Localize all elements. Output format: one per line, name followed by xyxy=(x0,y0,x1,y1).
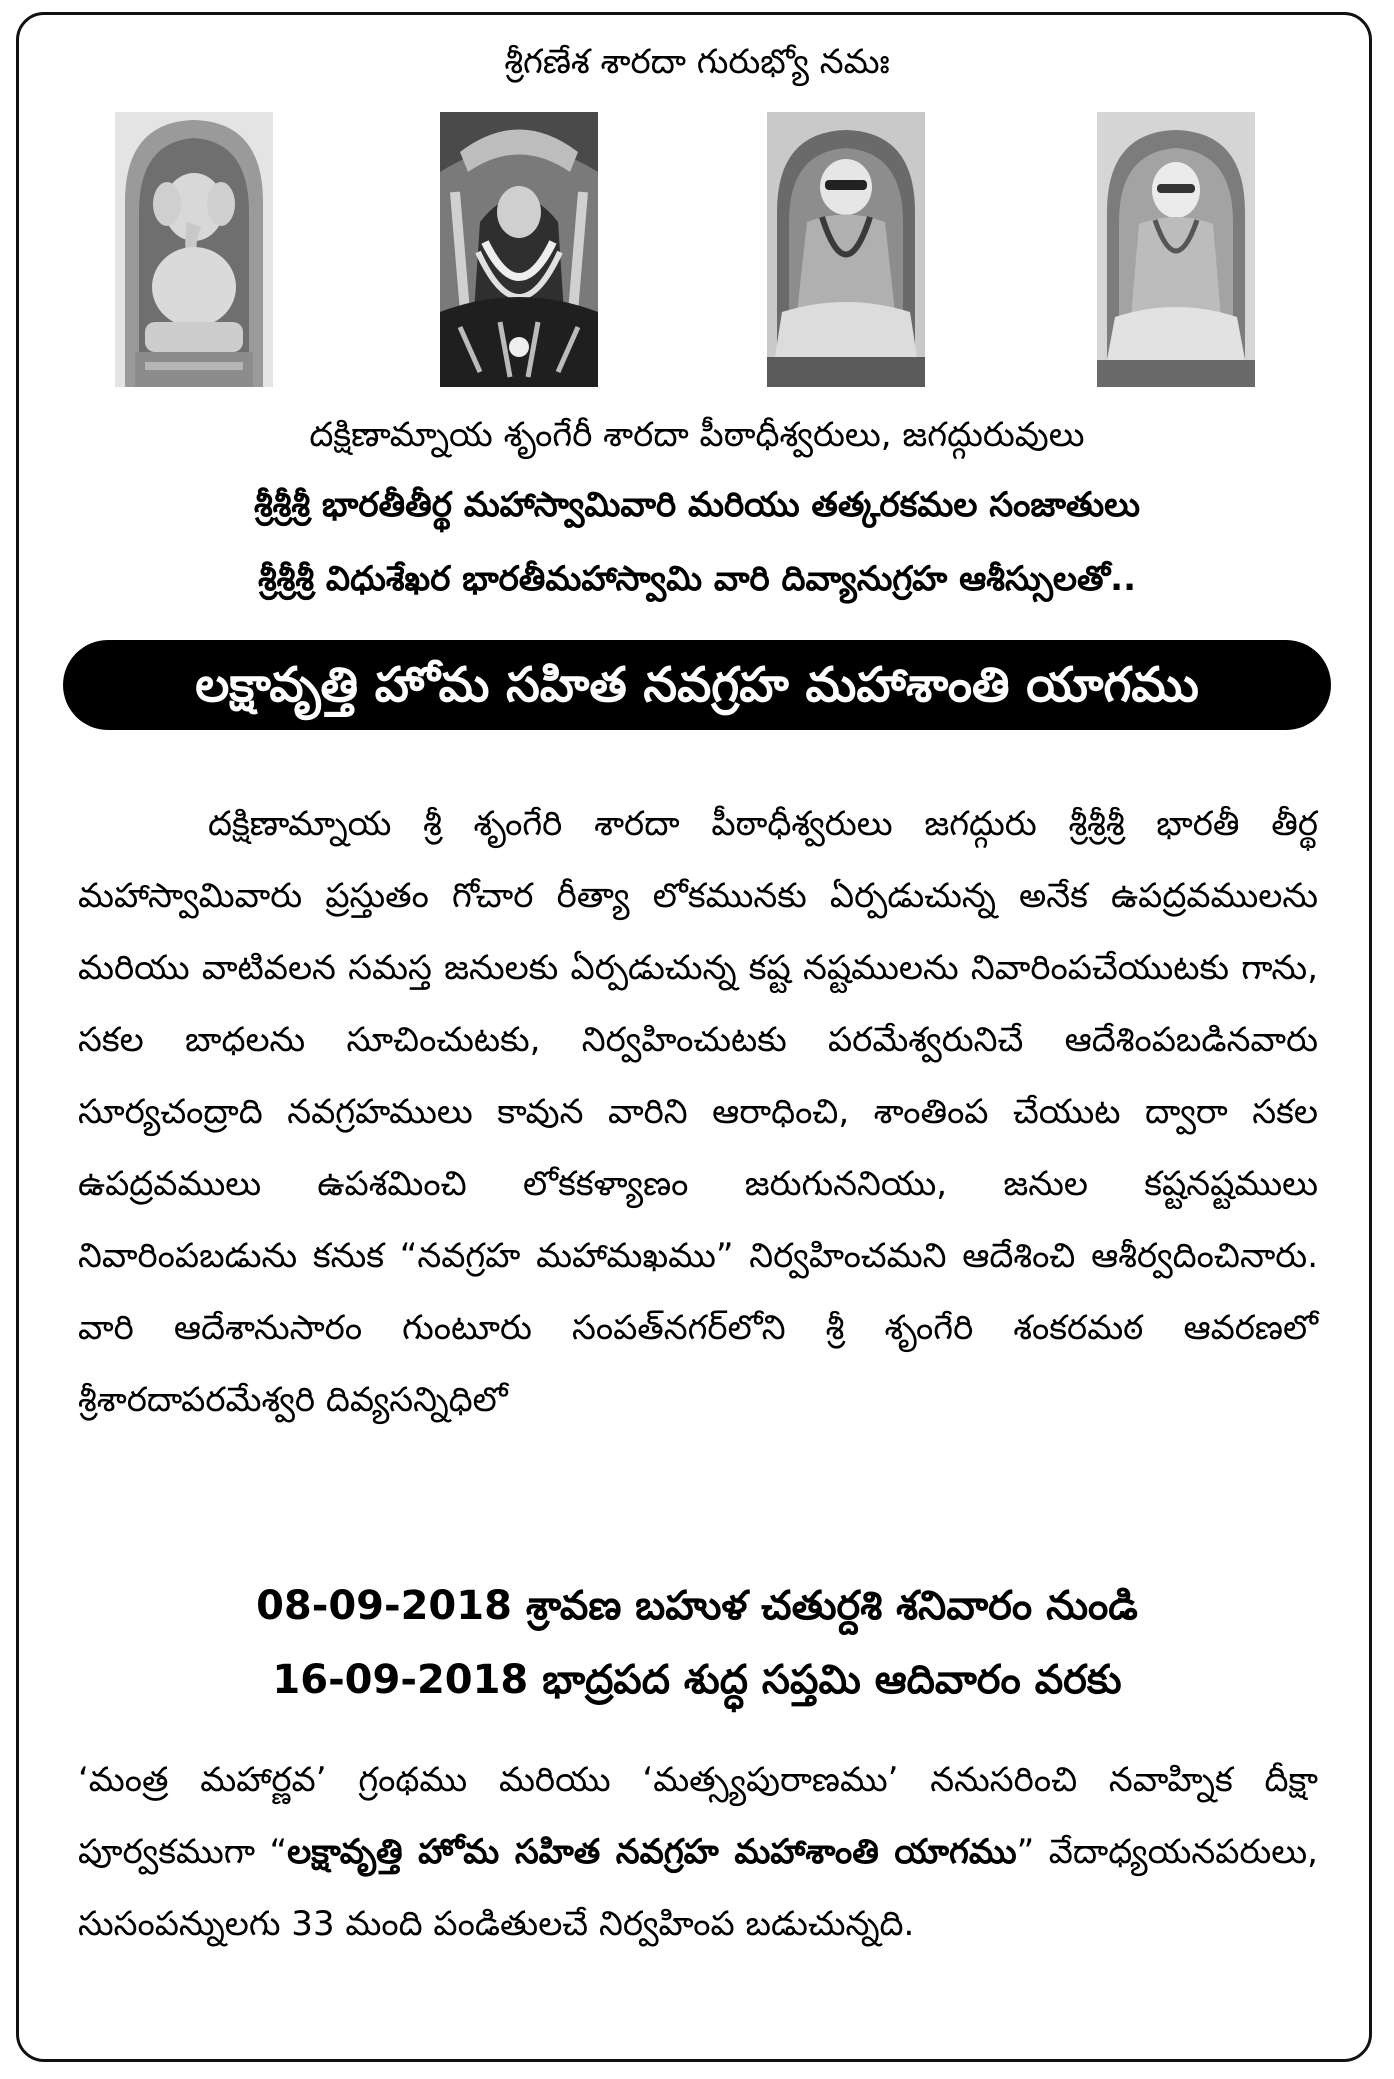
end-date-line: 16-09-2018 భాద్రపద శుద్ధ సప్తమి ఆదివారం వరకు xyxy=(272,1657,1122,1703)
lineage-line-2: శ్రీశ్రీశ్రీ భారతీతీర్థ మహాస్వామివారి మరియు తత్కరకమల సంజాతులు xyxy=(253,485,1141,525)
closing-yagam-name: లక్షావృత్తి హోమ సహిత నవగ్రహ మహాశాంతి యాగము xyxy=(287,1832,1017,1872)
announcement-paragraph xyxy=(78,788,1318,1436)
start-date-line: 08-09-2018 శ్రావణ బహుళ చతుర్దశి శనివారం నుండి xyxy=(256,1583,1138,1629)
photo-row xyxy=(0,112,1394,387)
closing-text-part1: ‘మంత్ర మహార్ణవ’ గ్రంథము మరియు ‘మత్స్యపురాణము’ ననుసరించి నవాహ్నిక దీక్షా పూర్వకముగా “ xyxy=(78,1760,1318,1872)
ganesha-idol-photo xyxy=(115,112,273,387)
yagam-title-banner: లక్షావృత్తి హోమ సహిత నవగ్రహ మహాశాంతి యాగము xyxy=(63,640,1331,730)
invocation-text: శ్రీగణేశ శారదా గురుభ్యో నమః xyxy=(504,42,890,82)
guru-seated-photo-2 xyxy=(1097,112,1255,387)
guru-seated-photo-1 xyxy=(767,112,925,387)
announcement-paragraph-text: దక్షిణామ్నాయ శ్రీ శృంగేరి శారదా పీఠాధీశ్వరులు జగద్గురు శ్రీశ్రీశ్రీ భారతీ తీర్థ మహాస్వామివారు ప్రస్తుతం గోచార రీత్యా లోకమునకు ఏర్పడుచున్న అనేక ఉపద్రవములను మరియు వాటివలన సమస్త జనులకు ఏర్పడుచున్న కష్ట నష్టములను నివారింపచేయుటకు గాను, సకల బాధలను సూచించుటకు, నిర్వహించుటకు పరమేశ్వరునిచే ఆదేశింపబడినవారు సూర్యచంద్రాది నవగ్రహములు కావున వారిని ఆరాధించి, శాంతింప చేయుట ద్వారా సకల ఉపద్రవములు ఉపశమించి లోకకళ్యాణం జరుగుననియు, జనుల కష్టనష్టములు నివారింపబడును కనుక “నవగ్రహ మహామఖము” నిర్వహించమని ఆదేశించి ఆశీర్వదించినారు. వారి ఆదేశానుసారం గుంటూరు సంపత్‌నగర్‌లోని శ్రీ శృంగేరి శంకరమఠ ఆవరణలో శ్రీశారదాపరమేశ్వరి దివ్యసన్నిధిలో xyxy=(78,804,1318,1420)
sharada-devi-idol-photo xyxy=(440,112,598,387)
lineage-line-1: దక్షిణామ్నాయ శృంగేరీ శారదా పీఠాధీశ్వరులు, జగద్గురువులు xyxy=(309,415,1085,455)
closing-text-part2: ” వేదాధ్యయనపరులు, సుసంపన్నులగు 33 మంది పండితులచే నిర్వహింప బడుచున్నది. xyxy=(78,1832,1318,1944)
closing-paragraph xyxy=(78,1744,1318,1960)
lineage-line-3: శ్రీశ్రీశ్రీ విధుశేఖర భారతీమహాస్వామి వారి దివ్యానుగ్రహ ఆశీస్సులతో.. xyxy=(257,559,1137,599)
